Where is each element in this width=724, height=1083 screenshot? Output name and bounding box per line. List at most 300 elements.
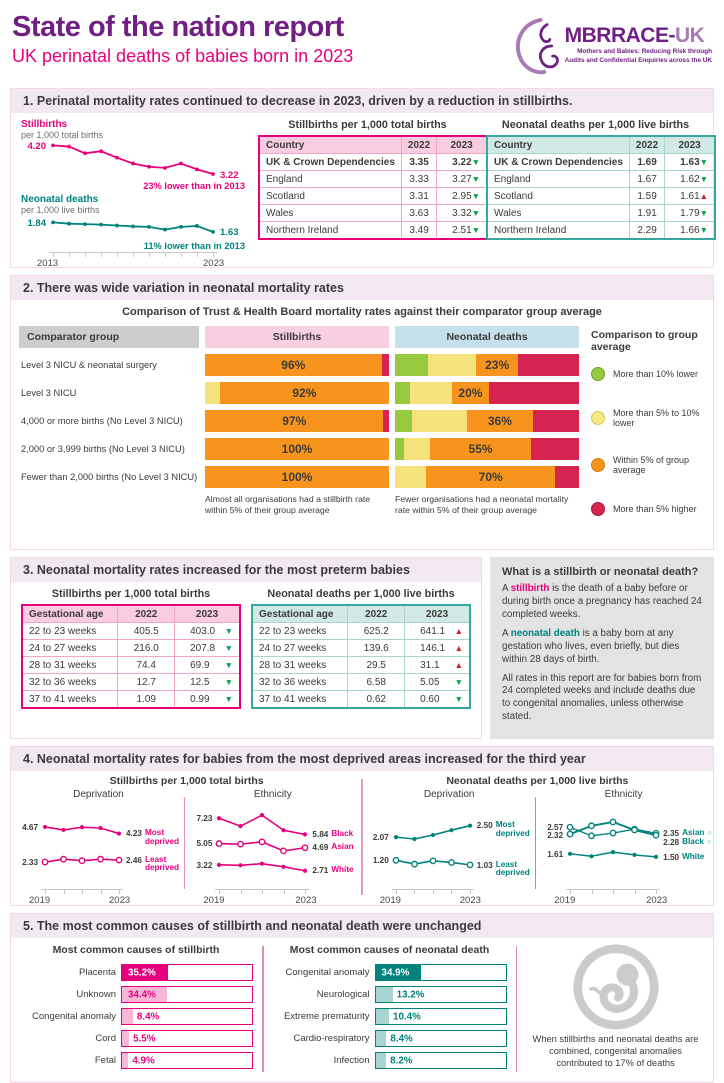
yellow-segment xyxy=(412,410,467,432)
axis-year-end: 2023 xyxy=(646,895,668,907)
end-value-label xyxy=(312,866,353,875)
value-2023 xyxy=(437,154,487,171)
cause-label: Placenta xyxy=(79,967,116,979)
axis-year-end: 2023 xyxy=(295,895,317,907)
data-table xyxy=(258,135,488,240)
row-label: Northern Ireland xyxy=(259,222,401,240)
end-value: 2.35 xyxy=(663,829,680,839)
chart-divider xyxy=(184,797,186,889)
axis-tick xyxy=(149,253,150,257)
cause-value: 10.4% xyxy=(393,1011,421,1023)
value-2023 xyxy=(405,657,470,674)
cause-label: Fetal xyxy=(94,1055,116,1067)
percent-label: 20% xyxy=(458,386,483,400)
data-point xyxy=(654,855,658,859)
line-plot xyxy=(566,807,660,879)
neonatal-group xyxy=(366,775,712,907)
comparison-captions xyxy=(19,494,579,516)
title-block xyxy=(12,12,353,67)
stacked-bar xyxy=(205,410,389,432)
increase-arrow-icon: ▲ xyxy=(454,643,463,653)
cause-label: Congenital anomaly xyxy=(285,967,370,979)
neonatal-group-title: Neonatal deaths per 1,000 live births xyxy=(446,775,629,788)
percent-label: 92% xyxy=(292,386,317,400)
cause-bar xyxy=(121,964,253,981)
cause-bar xyxy=(375,1052,507,1069)
chart-title: Deprivation xyxy=(73,789,124,801)
value-2022: 216.0 xyxy=(118,640,175,657)
value-text: 3.32 xyxy=(452,207,472,219)
neonatal-series-sublabel: per 1,000 live births xyxy=(21,205,100,215)
axis-tick xyxy=(613,890,614,894)
table-row xyxy=(252,640,470,657)
value-text: 2.51 xyxy=(452,224,472,236)
axis-tick xyxy=(133,253,134,257)
fetus-icon xyxy=(573,944,659,1030)
chart-neonatal-ethnicity xyxy=(538,789,712,907)
end-value: 4.23 xyxy=(126,829,142,839)
comparison-row xyxy=(19,382,579,404)
data-point xyxy=(449,860,454,865)
start-value-label: 1.84 xyxy=(27,217,46,229)
trend-chart xyxy=(19,118,249,269)
table-row xyxy=(252,691,470,709)
axis-tick xyxy=(64,890,65,894)
value-2022: 625.2 xyxy=(348,623,405,640)
axis-tick xyxy=(305,890,306,894)
data-point xyxy=(281,848,286,853)
data-point xyxy=(568,852,572,856)
end-value-label xyxy=(126,856,179,873)
stillbirth-definition: A stillbirth is the death of a baby before or during birth once a pregnancy has reached 24 completed weeks. xyxy=(502,583,702,620)
cause-row xyxy=(273,986,507,1003)
red-circle-icon xyxy=(591,502,605,516)
value-2022: 405.5 xyxy=(118,623,175,640)
data-point xyxy=(431,833,435,837)
end-value: 2.46 xyxy=(126,855,142,865)
value-text: 403.0 xyxy=(190,625,216,637)
cause-label: Congenital anomaly xyxy=(32,1011,116,1023)
legend-item xyxy=(591,455,705,475)
value-2022: 1.69 xyxy=(629,154,664,171)
cause-label: Cardio-respiratory xyxy=(293,1033,370,1045)
cause-row xyxy=(19,1008,253,1025)
data-point xyxy=(589,823,594,828)
value-2023 xyxy=(175,674,240,691)
row-label: 24 to 27 weeks xyxy=(22,640,118,657)
series-name-label: Most deprived xyxy=(144,828,180,846)
data-point xyxy=(211,172,215,176)
decrease-arrow-icon: ▼ xyxy=(471,191,481,201)
row-label: Wales xyxy=(487,205,629,222)
series-name-label: Asian xyxy=(682,828,705,838)
page-title: State of the nation report xyxy=(12,11,344,43)
table-row xyxy=(259,222,487,240)
data-point xyxy=(99,223,103,227)
chart-divider xyxy=(535,797,537,889)
red-segment xyxy=(383,410,389,432)
stillbirth-causes-bars xyxy=(19,964,253,1069)
axis-year-start: 2019 xyxy=(29,895,51,907)
preterm-neonatal-title: Neonatal deaths per 1,000 live births xyxy=(267,588,455,600)
legend-label: More than 10% lower xyxy=(613,369,699,379)
data-point xyxy=(115,156,119,160)
axis-tick xyxy=(433,890,434,894)
series-name-label: White xyxy=(682,851,705,861)
mbrrace-logo xyxy=(509,14,712,76)
data-point xyxy=(43,825,47,829)
axis-tick xyxy=(119,890,120,894)
table-row xyxy=(252,674,470,691)
neonatal-death-term: neonatal death xyxy=(510,627,580,639)
end-value: 3.22 xyxy=(220,169,239,181)
value-2022: 1.09 xyxy=(118,691,175,709)
section-3-preterm xyxy=(10,557,482,739)
line-plot xyxy=(392,807,474,879)
data-table xyxy=(21,604,241,709)
axis-tick xyxy=(262,890,263,894)
stacked-bar xyxy=(205,466,389,488)
column-header: 2023 xyxy=(437,136,487,154)
row-label: Scotland xyxy=(259,188,401,205)
value-text: 1.66 xyxy=(680,224,700,236)
cause-bar xyxy=(375,1008,507,1025)
comparison-row xyxy=(19,410,579,432)
comparison-subtitle: Comparison of Trust & Health Board mortality rates against their comparator group average xyxy=(122,306,602,318)
decrease-arrow-icon: ▼ xyxy=(224,643,233,653)
axis-year-start: 2019 xyxy=(554,895,576,907)
combined-note xyxy=(526,944,705,1074)
table-row xyxy=(487,188,715,205)
end-value-label xyxy=(663,853,704,862)
value-2022: 139.6 xyxy=(348,640,405,657)
value-2022: 3.35 xyxy=(401,154,436,171)
cause-bar-fill xyxy=(122,1031,129,1046)
legend-label: More than 5% to 10% lower xyxy=(613,408,700,428)
comparator-group-header: Comparator group xyxy=(19,326,199,348)
data-point xyxy=(163,166,167,170)
end-value: 4.69 xyxy=(312,843,329,853)
section-4-title: 4. Neonatal mortality rates for babies from the most deprived areas increased for the third year xyxy=(11,747,713,771)
data-point xyxy=(430,858,435,863)
table-row xyxy=(487,222,715,240)
data-point xyxy=(163,228,167,232)
end-value-label xyxy=(220,227,239,238)
value-2023 xyxy=(405,640,470,657)
decrease-arrow-icon: ▼ xyxy=(471,208,481,218)
section-4-content xyxy=(11,771,713,905)
preterm-neonatal-block xyxy=(251,587,471,709)
value-text: 12.5 xyxy=(190,676,210,688)
axis-tick xyxy=(219,890,220,894)
series-name-label: Least deprived xyxy=(144,854,180,873)
data-point xyxy=(412,837,416,841)
data-point xyxy=(211,230,215,234)
data-point xyxy=(195,167,199,171)
series-name-label: White xyxy=(331,865,354,875)
neonatal-causes-title: Most common causes of neonatal death xyxy=(289,944,490,957)
line-plot xyxy=(41,807,123,879)
section-5-title: 5. The most common causes of stillbirth and neonatal death were unchanged xyxy=(11,914,713,938)
data-point xyxy=(217,816,221,820)
axis-tick xyxy=(69,253,70,257)
series-name-label: Least deprived xyxy=(495,859,530,877)
cause-bar xyxy=(375,964,507,981)
row-label: 37 to 41 weeks xyxy=(22,691,118,709)
neonatal-charts xyxy=(366,789,712,907)
stillbirths-group-title: Stillbirths per 1,000 total births xyxy=(109,775,264,788)
series-marker-icon: ○ xyxy=(707,830,712,838)
value-2022: 1.67 xyxy=(629,171,664,188)
chart-title: Ethnicity xyxy=(253,789,292,801)
green-segment xyxy=(395,410,412,432)
neonatal-column-header: Neonatal deaths xyxy=(395,326,579,348)
data-point xyxy=(61,857,66,862)
comparison-row xyxy=(19,438,579,460)
column-header: 2022 xyxy=(629,136,664,154)
axis-tick xyxy=(414,890,415,894)
chart-title: Deprivation xyxy=(423,789,475,801)
table-row xyxy=(252,623,470,640)
end-value-label xyxy=(663,838,711,847)
cause-bar xyxy=(375,986,507,1003)
data-point xyxy=(67,145,71,149)
row-label: Wales xyxy=(259,205,401,222)
x-axis xyxy=(566,889,660,894)
start-value-label: 4.20 xyxy=(27,140,46,152)
logo-tagline-2: Audits and Confidential Enquiries across the UK xyxy=(564,57,712,64)
yellow-segment xyxy=(410,382,452,404)
row-label: 37 to 41 weeks xyxy=(252,691,348,709)
cause-bar-fill xyxy=(376,1031,387,1046)
value-2022: 1.59 xyxy=(629,188,664,205)
data-point xyxy=(239,824,243,828)
yellow-segment xyxy=(428,354,476,376)
data-point xyxy=(98,857,103,862)
decrease-arrow-icon: ▼ xyxy=(471,157,481,167)
page-subtitle: UK perinatal deaths of babies born in 2023 xyxy=(12,46,354,67)
decrease-arrow-icon: ▼ xyxy=(224,677,233,687)
stillbirths-country-table xyxy=(258,135,481,240)
axis-year-end: 2023 xyxy=(203,258,225,269)
section-1-title: 1. Perinatal mortality rates continued to decrease in 2023, driven by a reduction in stillbirths. xyxy=(11,89,713,113)
cause-bar-fill xyxy=(376,987,393,1002)
stacked-bar xyxy=(205,354,389,376)
line-plot xyxy=(215,807,309,879)
end-value-label xyxy=(477,821,530,838)
table-row xyxy=(22,691,240,709)
data-point xyxy=(260,862,264,866)
data-point xyxy=(80,825,84,829)
logo-text xyxy=(565,24,712,65)
value-2022: 74.4 xyxy=(118,657,175,674)
cause-label: Extreme prematurity xyxy=(283,1011,370,1023)
comparator-group-label: Level 3 NICU xyxy=(21,388,77,398)
section-3-content xyxy=(11,582,481,715)
neonatal-death-definition: A neonatal death is a baby born at any gestation who lives, even briefly, but dies within 28 days of birth. xyxy=(502,627,680,665)
cause-bar xyxy=(121,1052,253,1069)
column-header: 2023 xyxy=(405,605,470,623)
end-value: 2.50 xyxy=(476,821,493,831)
data-point xyxy=(131,162,135,166)
value-2023 xyxy=(405,623,470,640)
axis-tick xyxy=(181,253,182,257)
data-point xyxy=(51,220,55,224)
data-point xyxy=(99,149,103,153)
data-point xyxy=(653,833,658,838)
data-point xyxy=(610,819,615,824)
green-segment xyxy=(395,438,404,460)
column-header: 2023 xyxy=(175,605,240,623)
stacked-bar xyxy=(205,382,389,404)
value-2022: 0.62 xyxy=(348,691,405,709)
axis-tick xyxy=(470,890,471,894)
legend-item xyxy=(591,408,705,428)
comparator-group-label: 2,000 or 3,999 births (No Level 3 NICU) xyxy=(21,444,185,454)
yellow-circle-icon xyxy=(591,411,605,425)
cause-label: Unknown xyxy=(76,989,116,1001)
row-label: 22 to 23 weeks xyxy=(22,623,118,640)
end-value-label xyxy=(220,170,239,181)
axis-tick xyxy=(82,890,83,894)
table-row xyxy=(259,205,487,222)
percent-label: 70% xyxy=(478,470,503,484)
axis-tick xyxy=(635,890,636,894)
axis-year-end: 2023 xyxy=(459,895,481,907)
value-2023 xyxy=(405,674,470,691)
stillbirths-series-label: Stillbirths xyxy=(21,119,68,130)
value-2023 xyxy=(665,222,715,240)
comparator-group-label: Fewer than 2,000 births (No Level 3 NICU) xyxy=(21,472,198,482)
stillbirths-table-block xyxy=(258,118,481,263)
stillbirths-column-header: Stillbirths xyxy=(205,326,389,348)
start-value-label: 3.22 xyxy=(196,860,213,870)
stacked-bar xyxy=(395,354,579,376)
value-2023 xyxy=(405,691,470,709)
data-point xyxy=(467,862,472,867)
logo-name-suffix: UK xyxy=(674,24,705,48)
value-2023 xyxy=(437,205,487,222)
chart-stillbirths-deprivation xyxy=(15,789,182,907)
data-point xyxy=(567,825,572,830)
value-2022: 2.29 xyxy=(629,222,664,240)
data-point xyxy=(83,222,87,226)
axis-tick xyxy=(451,890,452,894)
value-2022: 29.5 xyxy=(348,657,405,674)
row-label: 32 to 36 weeks xyxy=(252,674,348,691)
axis-year-start: 2019 xyxy=(203,895,225,907)
row-label: 28 to 31 weeks xyxy=(22,657,118,674)
combined-caption: When stillbirths and neonatal deaths are combined, congenital anomalies contributed to 17% of deaths xyxy=(532,1034,699,1069)
legend-label: Within 5% of group average xyxy=(613,455,690,475)
end-value: 1.63 xyxy=(220,227,239,239)
value-text: 0.99 xyxy=(190,693,210,705)
neonatal-change-note: 11% lower than in 2013 xyxy=(143,241,245,251)
axis-year-start: 2019 xyxy=(379,895,401,907)
data-point xyxy=(51,143,55,147)
row-label: UK & Crown Dependencies xyxy=(259,154,401,171)
preterm-stillbirths-table xyxy=(21,604,241,709)
axis-tick xyxy=(241,890,242,894)
decrease-arrow-icon: ▼ xyxy=(454,694,463,704)
chart-plot-area xyxy=(366,801,533,907)
cause-row xyxy=(19,1030,253,1047)
legend-item xyxy=(591,502,705,516)
cause-bar-fill xyxy=(376,1009,390,1024)
data-point xyxy=(282,865,286,869)
cause-value: 13.2% xyxy=(396,989,425,1001)
percent-label: 100% xyxy=(281,470,313,484)
stillbirths-group xyxy=(15,775,358,907)
data-point xyxy=(117,832,121,836)
row-label: 22 to 23 weeks xyxy=(252,623,348,640)
data-point xyxy=(239,863,243,867)
stillbirth-term: stillbirth xyxy=(510,583,550,594)
table-row xyxy=(259,188,487,205)
row-label: 32 to 36 weeks xyxy=(22,674,118,691)
green-circle-icon xyxy=(591,367,605,381)
stillbirths-change-note: 23% lower than in 2013 xyxy=(143,181,245,191)
mother-baby-icon xyxy=(509,14,561,76)
data-point xyxy=(67,222,71,226)
value-2022: 12.7 xyxy=(118,674,175,691)
chart-neonatal-deprivation xyxy=(366,789,533,907)
red-segment xyxy=(531,438,579,460)
axis-tick xyxy=(45,890,46,894)
series-name-label: Black xyxy=(682,836,704,846)
x-axis xyxy=(41,889,123,894)
section-1-perinatal-trends xyxy=(10,88,714,268)
table-row xyxy=(487,205,715,222)
data-point xyxy=(611,850,615,854)
increase-arrow-icon: ▲ xyxy=(454,626,463,636)
sidebar-title: What is a stillbirth or neonatal death? xyxy=(502,566,699,578)
percent-label: 97% xyxy=(282,414,307,428)
column-header: Gestational age xyxy=(22,605,118,623)
table-row xyxy=(487,171,715,188)
value-2022: 3.31 xyxy=(401,188,436,205)
section-4-deprivation-ethnicity xyxy=(10,746,714,906)
data-table xyxy=(251,604,471,709)
data-point xyxy=(195,224,199,228)
yellow-segment xyxy=(404,438,430,460)
preterm-stillbirths-block xyxy=(21,587,241,709)
decrease-arrow-icon: ▼ xyxy=(224,660,233,670)
data-point xyxy=(147,165,151,169)
data-point xyxy=(260,813,264,817)
value-2023 xyxy=(175,640,240,657)
axis-tick xyxy=(656,890,657,894)
table-row xyxy=(22,674,240,691)
column-header: 2022 xyxy=(348,605,405,623)
axis-tick xyxy=(165,253,166,257)
preterm-neonatal-table xyxy=(251,604,471,709)
stacked-bar xyxy=(395,466,579,488)
table-row xyxy=(22,657,240,674)
neonatal-causes-chart xyxy=(273,944,507,1074)
stillbirths-charts xyxy=(15,789,358,907)
start-value-label: 2.32 xyxy=(547,831,564,841)
axis-year-end: 2023 xyxy=(109,895,131,907)
logo-name xyxy=(565,24,712,48)
data-point xyxy=(394,835,398,839)
table-header-row xyxy=(22,605,240,623)
value-2023 xyxy=(665,171,715,188)
row-label: 28 to 31 weeks xyxy=(252,657,348,674)
red-segment xyxy=(533,410,579,432)
stillbirths-table-title: Stillbirths per 1,000 total births xyxy=(288,119,447,131)
cause-row xyxy=(19,1052,253,1069)
